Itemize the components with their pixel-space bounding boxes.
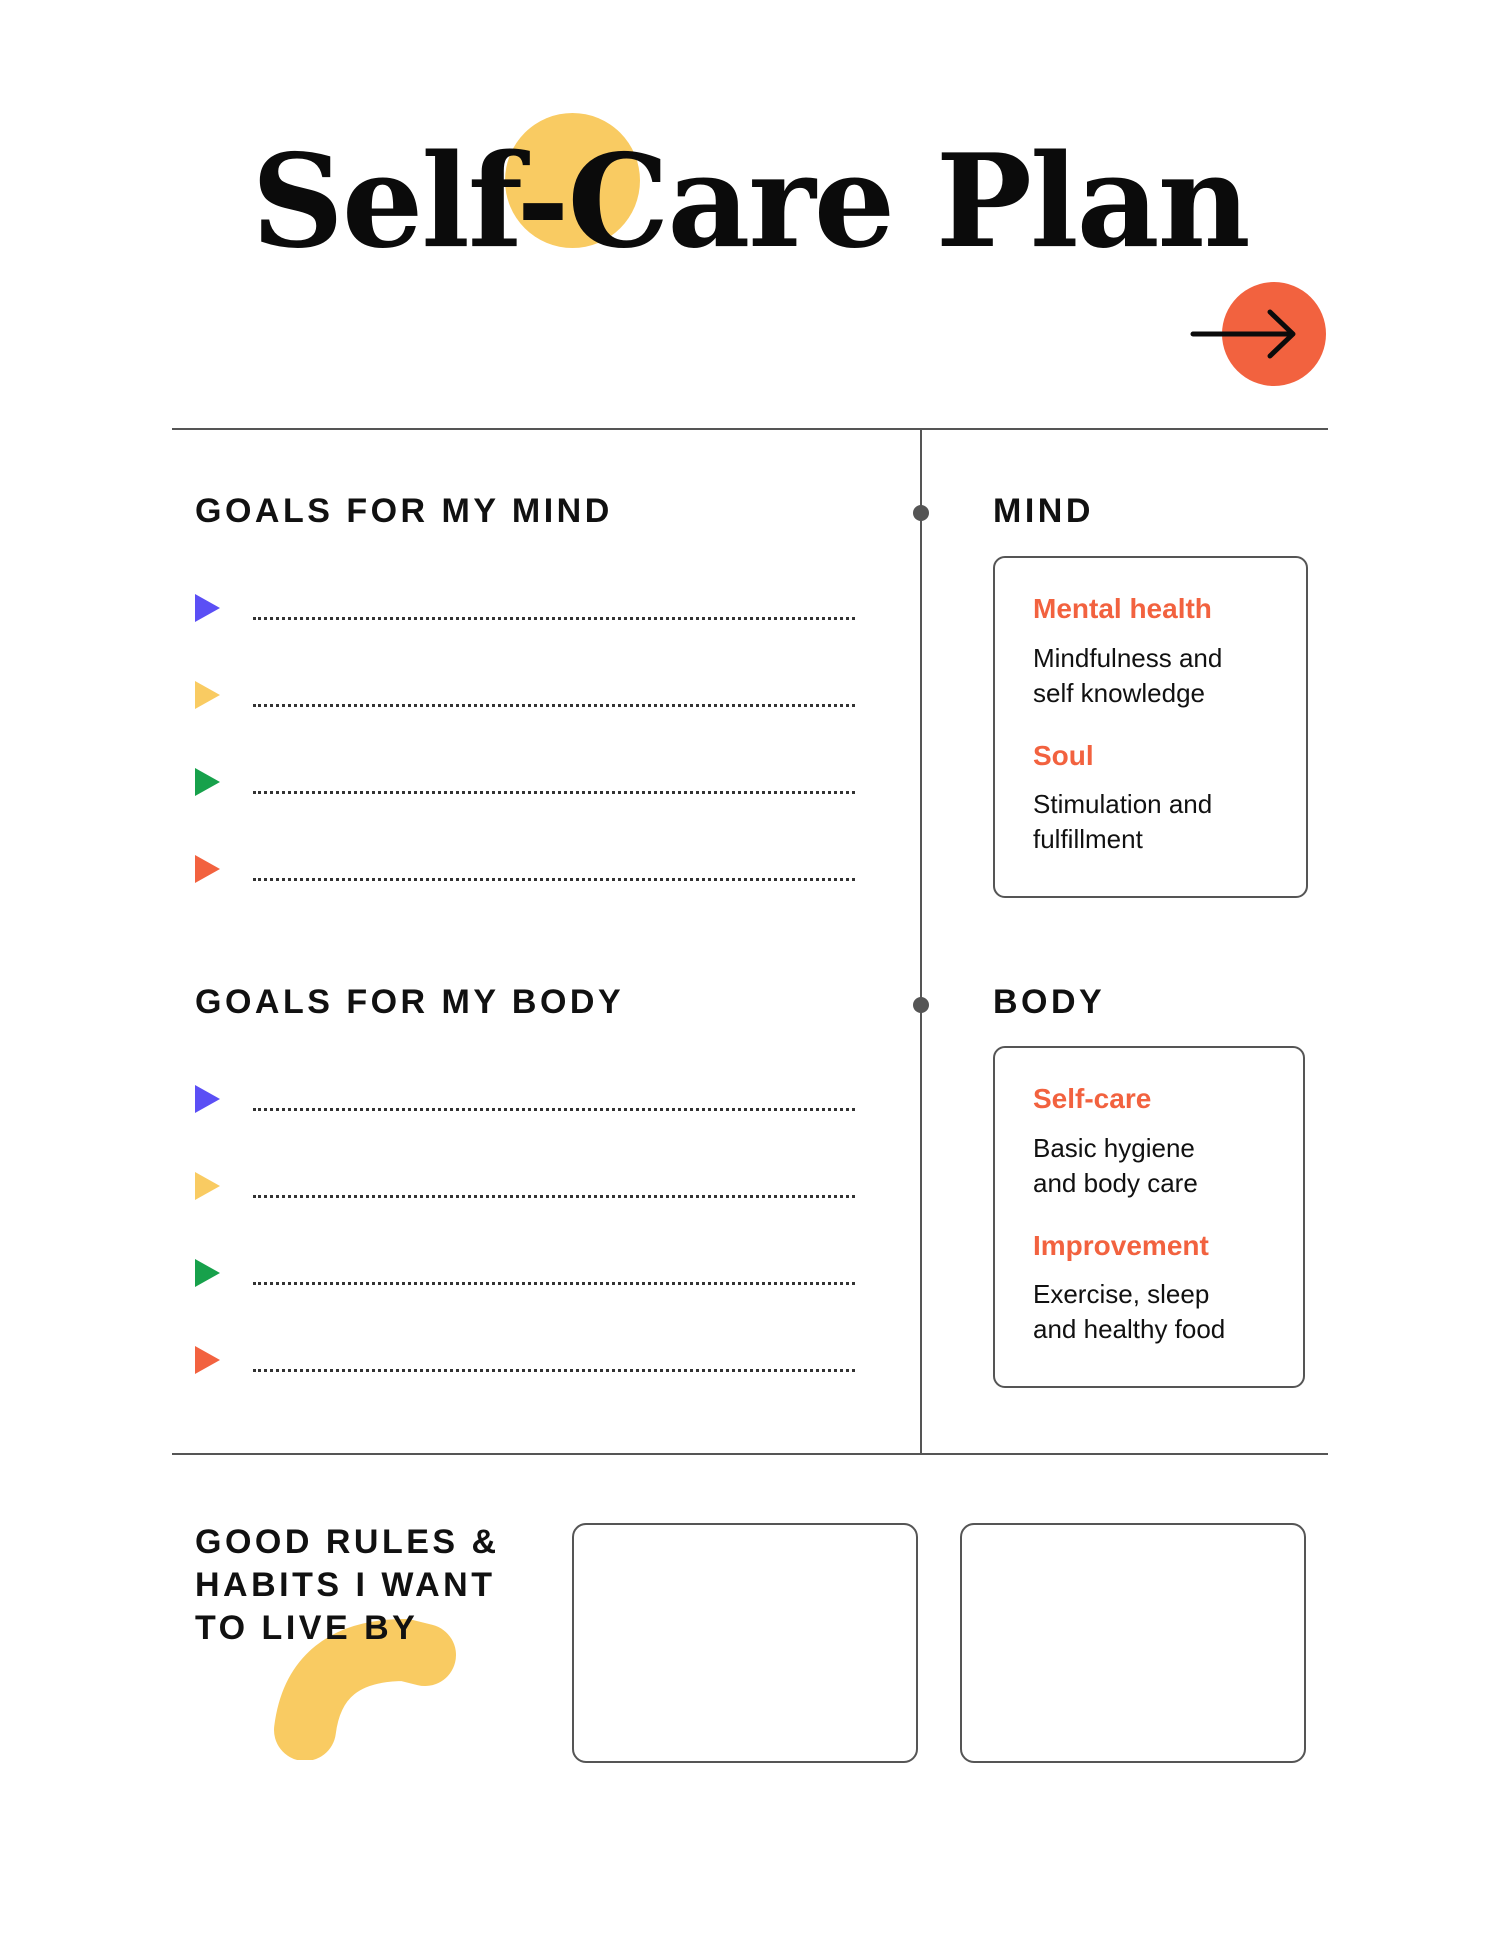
bullet-triangle-icon xyxy=(195,1259,220,1287)
dotted-write-line xyxy=(253,1369,855,1372)
card-description: Stimulation and xyxy=(1033,789,1213,819)
bullet-triangle-icon xyxy=(195,594,220,622)
body-goal-line[interactable] xyxy=(195,1259,855,1299)
mind-goal-line[interactable] xyxy=(195,594,855,634)
mind-goal-line[interactable] xyxy=(195,855,855,895)
card-topic: Improvement xyxy=(1033,1230,1209,1261)
habits-heading-line: GOOD RULES & xyxy=(195,1523,500,1561)
bullet-triangle-icon xyxy=(195,1085,220,1113)
bullet-triangle-icon xyxy=(195,768,220,796)
card-description: Basic hygiene xyxy=(1033,1133,1195,1163)
mind-goals-heading: GOALS FOR MY MIND xyxy=(195,492,613,530)
card-description: fulfillment xyxy=(1033,824,1143,854)
dotted-write-line xyxy=(253,1282,855,1285)
body-goal-line[interactable] xyxy=(195,1346,855,1386)
dotted-write-line xyxy=(253,617,855,620)
body-goals-heading: GOALS FOR MY BODY xyxy=(195,983,625,1021)
body-heading: BODY xyxy=(993,983,1106,1021)
card-description: and healthy food xyxy=(1033,1314,1226,1344)
dotted-write-line xyxy=(253,791,855,794)
column-divider xyxy=(920,428,922,1454)
card-description: Mindfulness and xyxy=(1033,643,1223,673)
card-topic: Mental health xyxy=(1033,593,1212,624)
dotted-write-line xyxy=(253,704,855,707)
card-description: and body care xyxy=(1033,1168,1198,1198)
dotted-write-line xyxy=(253,1195,855,1198)
bottom-divider xyxy=(172,1453,1328,1455)
bullet-triangle-icon xyxy=(195,681,220,709)
bullet-triangle-icon xyxy=(195,855,220,883)
mind-goal-line[interactable] xyxy=(195,681,855,721)
body-goal-line[interactable] xyxy=(195,1172,855,1212)
timeline-node-body xyxy=(913,997,929,1013)
top-divider xyxy=(172,428,1328,430)
habit-box-2[interactable] xyxy=(960,1523,1306,1763)
card-topic: Soul xyxy=(1033,740,1094,771)
body-info-card xyxy=(993,1046,1305,1388)
body-goal-line[interactable] xyxy=(195,1085,855,1125)
bullet-triangle-icon xyxy=(195,1172,220,1200)
mind-info-card xyxy=(993,556,1308,898)
dotted-write-line xyxy=(253,1108,855,1111)
mind-goal-line[interactable] xyxy=(195,768,855,808)
card-description: Exercise, sleep xyxy=(1033,1279,1210,1309)
timeline-node-mind xyxy=(913,505,929,521)
habits-heading-line: HABITS I WANT xyxy=(195,1566,496,1604)
arrow-right-icon[interactable] xyxy=(1190,307,1300,361)
card-topic: Self-care xyxy=(1033,1083,1152,1114)
mind-heading: MIND xyxy=(993,492,1094,530)
bullet-triangle-icon xyxy=(195,1346,220,1374)
page-title: Self-Care Plan xyxy=(251,127,1249,277)
habit-box-1[interactable] xyxy=(572,1523,918,1763)
habits-heading-line: TO LIVE BY xyxy=(195,1609,419,1647)
dotted-write-line xyxy=(253,878,855,881)
card-description: self knowledge xyxy=(1033,678,1205,708)
